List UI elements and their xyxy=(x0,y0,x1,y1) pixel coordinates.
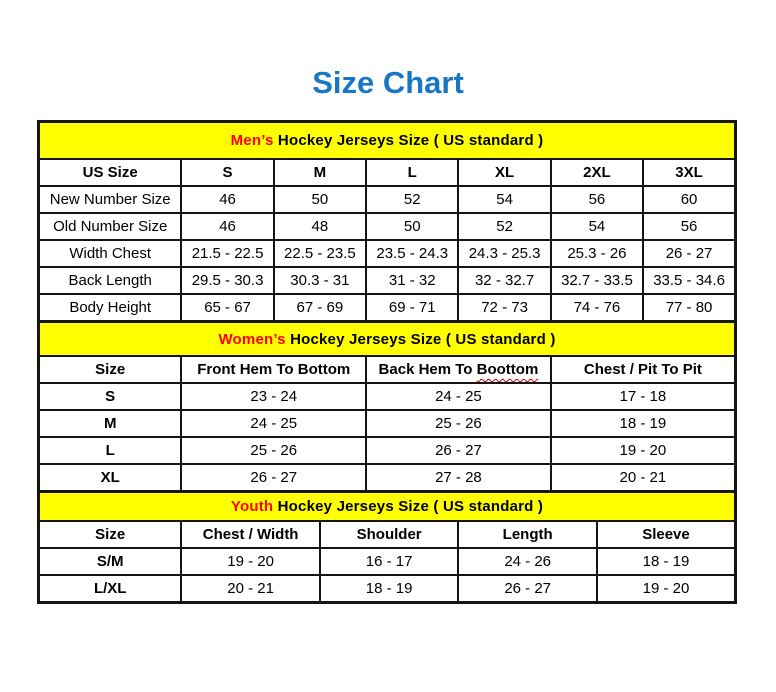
caption-category-label: Women’s xyxy=(218,330,286,348)
youth-header-row xyxy=(39,521,736,548)
mens-row-width-chest xyxy=(39,240,736,267)
youth-caption-row xyxy=(39,492,736,522)
column-header: S xyxy=(181,159,273,186)
size-value-cell: 25.3 - 26 xyxy=(551,240,643,267)
size-value-cell: 18 - 19 xyxy=(597,548,736,575)
size-value-cell: 72 - 73 xyxy=(458,294,550,322)
size-value-cell: 32.7 - 33.5 xyxy=(551,267,643,294)
row-label: S/M xyxy=(39,548,182,575)
mens-header-row xyxy=(39,159,736,186)
mens-row-back-length xyxy=(39,267,736,294)
size-value-cell: 56 xyxy=(643,213,735,240)
size-value-cell: 46 xyxy=(181,186,273,213)
size-value-cell: 25 - 26 xyxy=(366,410,551,437)
column-header: Shoulder xyxy=(320,521,459,548)
column-header: US Size xyxy=(39,159,182,186)
size-value-cell: 23 - 24 xyxy=(181,383,366,410)
size-value-cell: 50 xyxy=(274,186,366,213)
size-value-cell: 24 - 25 xyxy=(366,383,551,410)
row-label: L xyxy=(39,437,182,464)
size-value-cell: 26 - 27 xyxy=(366,437,551,464)
size-value-cell: 24.3 - 25.3 xyxy=(458,240,550,267)
column-header: XL xyxy=(458,159,550,186)
size-value-cell: 24 - 25 xyxy=(181,410,366,437)
misspelled-word: Boottom xyxy=(476,361,539,378)
size-value-cell: 19 - 20 xyxy=(551,437,736,464)
column-header: Size xyxy=(39,356,182,383)
size-value-cell: 18 - 19 xyxy=(551,410,736,437)
caption-category-label: Youth xyxy=(230,498,274,515)
size-value-cell: 26 - 27 xyxy=(643,240,735,267)
caption-category-label: Men’s xyxy=(230,132,274,149)
womens-row-s xyxy=(39,383,736,410)
youth-row-s-m xyxy=(39,548,736,575)
column-header: Sleeve xyxy=(597,521,736,548)
size-value-cell: 25 - 26 xyxy=(181,437,366,464)
size-value-cell: 32 - 32.7 xyxy=(458,267,550,294)
row-label: New Number Size xyxy=(39,186,182,213)
size-value-cell: 30.3 - 31 xyxy=(274,267,366,294)
mens-row-new-number-size xyxy=(39,186,736,213)
size-value-cell: 19 - 20 xyxy=(597,575,736,603)
womens-row-m xyxy=(39,410,736,437)
size-value-cell: 21.5 - 22.5 xyxy=(181,240,273,267)
size-value-cell: 33.5 - 34.6 xyxy=(643,267,735,294)
row-label: M xyxy=(39,410,182,437)
youth-section-caption xyxy=(39,492,736,522)
column-header: Chest / Width xyxy=(181,521,320,548)
size-value-cell: 67 - 69 xyxy=(274,294,366,322)
size-value-cell: 46 xyxy=(181,213,273,240)
size-value-cell: 60 xyxy=(643,186,735,213)
row-label: XL xyxy=(39,464,182,492)
womens-row-xl xyxy=(39,464,736,492)
mens-section-caption xyxy=(39,122,736,160)
womens-size-table xyxy=(37,320,737,493)
size-value-cell: 48 xyxy=(274,213,366,240)
size-value-cell: 17 - 18 xyxy=(551,383,736,410)
column-header: Size xyxy=(39,521,182,548)
size-value-cell: 65 - 67 xyxy=(181,294,273,322)
column-header xyxy=(366,356,551,383)
row-label: Old Number Size xyxy=(39,213,182,240)
size-value-cell: 29.5 - 30.3 xyxy=(181,267,273,294)
column-header: M xyxy=(274,159,366,186)
size-value-cell: 50 xyxy=(366,213,458,240)
womens-section-caption xyxy=(39,322,736,357)
column-header: 2XL xyxy=(551,159,643,186)
page-title: Size Chart xyxy=(312,65,464,100)
youth-size-table xyxy=(37,490,737,604)
row-label: Body Height xyxy=(39,294,182,322)
womens-caption-row xyxy=(39,322,736,357)
row-label: Back Length xyxy=(39,267,182,294)
size-value-cell: 26 - 27 xyxy=(181,464,366,492)
row-label: L/XL xyxy=(39,575,182,603)
size-value-cell: 24 - 26 xyxy=(458,548,597,575)
mens-size-table xyxy=(37,120,737,323)
womens-row-l xyxy=(39,437,736,464)
size-value-cell: 22.5 - 23.5 xyxy=(274,240,366,267)
size-value-cell: 69 - 71 xyxy=(366,294,458,322)
mens-caption-row xyxy=(39,122,736,160)
row-label: Width Chest xyxy=(39,240,182,267)
column-header: Front Hem To Bottom xyxy=(181,356,366,383)
size-value-cell: 52 xyxy=(458,213,550,240)
size-value-cell: 77 - 80 xyxy=(643,294,735,322)
size-value-cell: 20 - 21 xyxy=(181,575,320,603)
size-value-cell: 20 - 21 xyxy=(551,464,736,492)
womens-header-row xyxy=(39,356,736,383)
column-header: 3XL xyxy=(643,159,735,186)
caption-rest-label: Hockey Jerseys Size ( US standard ) xyxy=(273,132,544,149)
size-value-cell: 19 - 20 xyxy=(181,548,320,575)
size-chart-tables xyxy=(37,120,737,604)
caption-rest-label: Hockey Jerseys Size ( US standard ) xyxy=(285,330,556,348)
size-value-cell: 16 - 17 xyxy=(320,548,459,575)
size-value-cell: 56 xyxy=(551,186,643,213)
row-label: S xyxy=(39,383,182,410)
mens-row-old-number-size xyxy=(39,213,736,240)
mens-row-body-height xyxy=(39,294,736,322)
size-value-cell: 54 xyxy=(458,186,550,213)
size-value-cell: 26 - 27 xyxy=(458,575,597,603)
size-value-cell: 27 - 28 xyxy=(366,464,551,492)
size-value-cell: 31 - 32 xyxy=(366,267,458,294)
column-header: Chest / Pit To Pit xyxy=(551,356,736,383)
size-value-cell: 54 xyxy=(551,213,643,240)
size-value-cell: 52 xyxy=(366,186,458,213)
caption-rest-label: Hockey Jerseys Size ( US standard ) xyxy=(273,498,544,515)
size-value-cell: 23.5 - 24.3 xyxy=(366,240,458,267)
column-header: L xyxy=(366,159,458,186)
column-header-text: Back Hem To xyxy=(378,361,477,378)
youth-row-l-xl xyxy=(39,575,736,603)
column-header: Length xyxy=(458,521,597,548)
size-value-cell: 74 - 76 xyxy=(551,294,643,322)
size-value-cell: 18 - 19 xyxy=(320,575,459,603)
